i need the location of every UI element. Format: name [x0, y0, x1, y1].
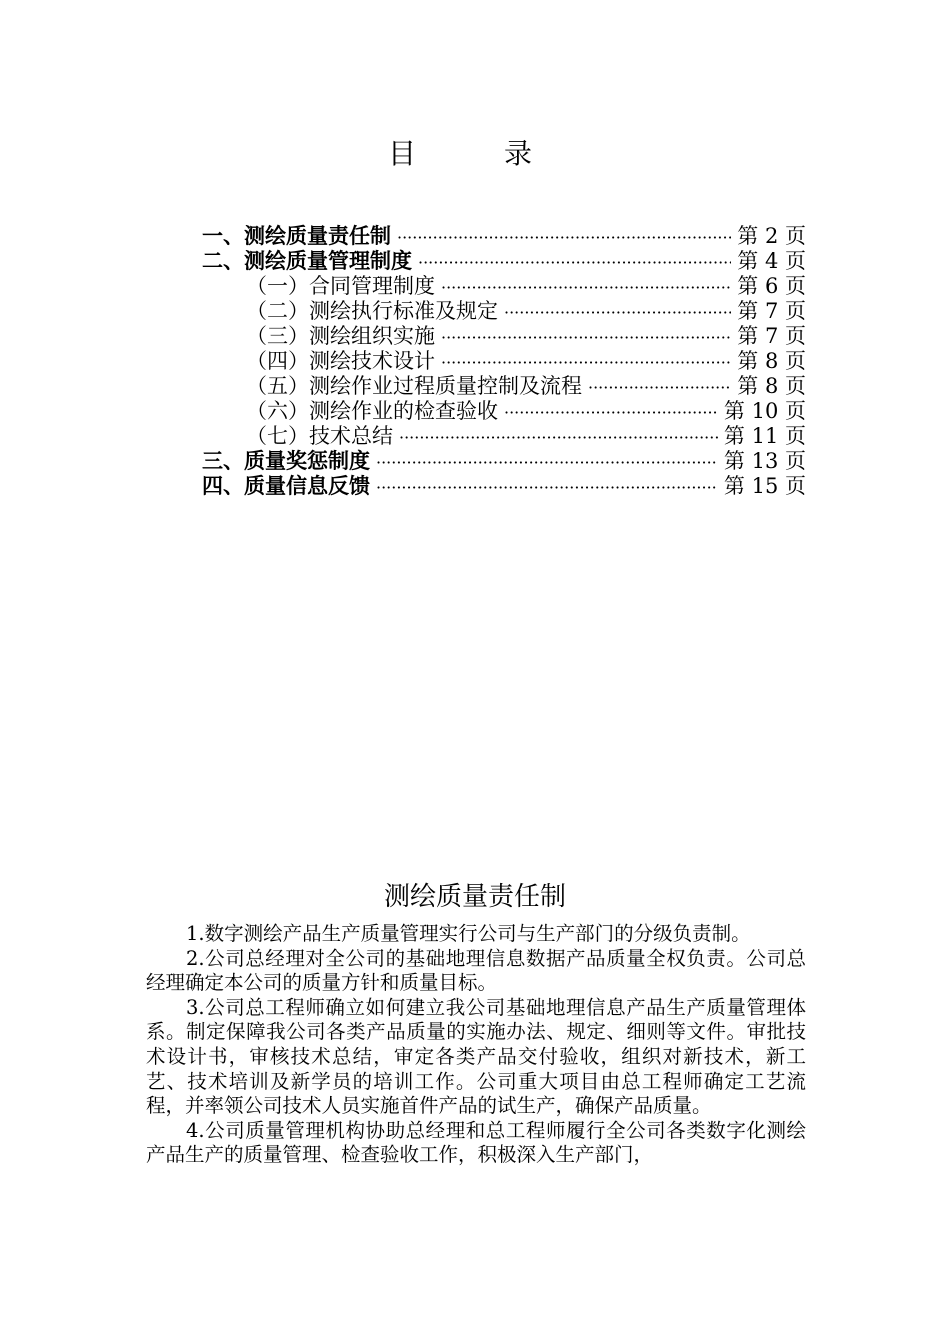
- toc-leader-dots: [376, 449, 718, 475]
- toc-leader-dots: [504, 299, 731, 325]
- toc-item[interactable]: [202, 249, 806, 274]
- toc-item-page: 第 8 页: [737, 349, 806, 373]
- toc-leader-dots: [441, 349, 731, 375]
- paragraph: 3.公司总工程师确立如何建立我公司基础地理信息产品生产质量管理体系。制定保障我公司各类产品质量的实施办法、规定、细则等文件。审批技术设计书，审核技术总结，审定各类产品交付验收，组织对新技术，新工艺、技术培训及新学员的培训工作。公司重大项目由总工程师确定工艺流程，并率领公司技术人员实施首件产品的试生产，确保产品质量。: [146, 995, 806, 1118]
- toc-item-page: 第 7 页: [737, 299, 806, 323]
- toc-item[interactable]: [202, 474, 806, 499]
- toc-item-label: （六）测绘作业的检查验收: [246, 399, 498, 423]
- toc-leader-dots: [504, 399, 718, 425]
- toc-item-page: 第 15 页: [723, 474, 806, 498]
- toc-leader-dots: [588, 374, 731, 400]
- toc-leader-dots: [441, 324, 731, 350]
- toc-leader-dots: [418, 249, 731, 275]
- toc-item[interactable]: [202, 274, 806, 299]
- toc-title: 目 录: [387, 137, 562, 170]
- section-body: [146, 922, 806, 1168]
- table-of-contents: [202, 224, 806, 499]
- toc-leader-dots: [376, 474, 718, 500]
- toc-leader-dots: [397, 224, 731, 250]
- toc-item-label: 四、质量信息反馈: [202, 474, 370, 498]
- toc-item[interactable]: [202, 449, 806, 474]
- section-title: 测绘质量责任制: [383, 882, 566, 912]
- toc-item-label: 一、测绘质量责任制: [202, 224, 391, 248]
- toc-item-page: 第 8 页: [737, 374, 806, 398]
- toc-item[interactable]: [202, 224, 806, 249]
- toc-item-label: （四）测绘技术设计: [246, 349, 435, 373]
- toc-item[interactable]: [202, 349, 806, 374]
- toc-item-page: 第 4 页: [737, 249, 806, 273]
- toc-item-page: 第 6 页: [737, 274, 806, 298]
- toc-item-page: 第 7 页: [737, 324, 806, 348]
- toc-item-label: 二、测绘质量管理制度: [202, 249, 412, 273]
- paragraph: 1.数字测绘产品生产质量管理实行公司与生产部门的分级负责制。: [186, 922, 751, 945]
- toc-item-label: （二）测绘执行标准及规定: [246, 299, 498, 323]
- toc-leader-dots: [441, 274, 731, 300]
- toc-item-label: （七）技术总结: [246, 424, 393, 448]
- toc-item[interactable]: [202, 299, 806, 324]
- toc-item-label: 三、质量奖惩制度: [202, 449, 370, 473]
- toc-item-label: （三）测绘组织实施: [246, 324, 435, 348]
- toc-item-page: 第 11 页: [723, 424, 806, 448]
- toc-item-page: 第 2 页: [737, 224, 806, 248]
- toc-item[interactable]: [202, 374, 806, 399]
- toc-item-page: 第 10 页: [723, 399, 806, 423]
- toc-item[interactable]: [202, 324, 806, 349]
- toc-item[interactable]: [202, 424, 806, 449]
- toc-item[interactable]: [202, 399, 806, 424]
- toc-item-label: （一）合同管理制度: [246, 274, 435, 298]
- paragraph: 2.公司总经理对全公司的基础地理信息数据产品质量全权负责。公司总经理确定本公司的质量方针和质量目标。: [146, 946, 806, 995]
- paragraph: 4.公司质量管理机构协助总经理和总工程师履行全公司各类数字化测绘产品生产的质量管理、检查验收工作，积极深入生产部门，: [146, 1118, 806, 1167]
- toc-leader-dots: [399, 424, 718, 450]
- toc-item-label: （五）测绘作业过程质量控制及流程: [246, 374, 582, 398]
- toc-item-page: 第 13 页: [723, 449, 806, 473]
